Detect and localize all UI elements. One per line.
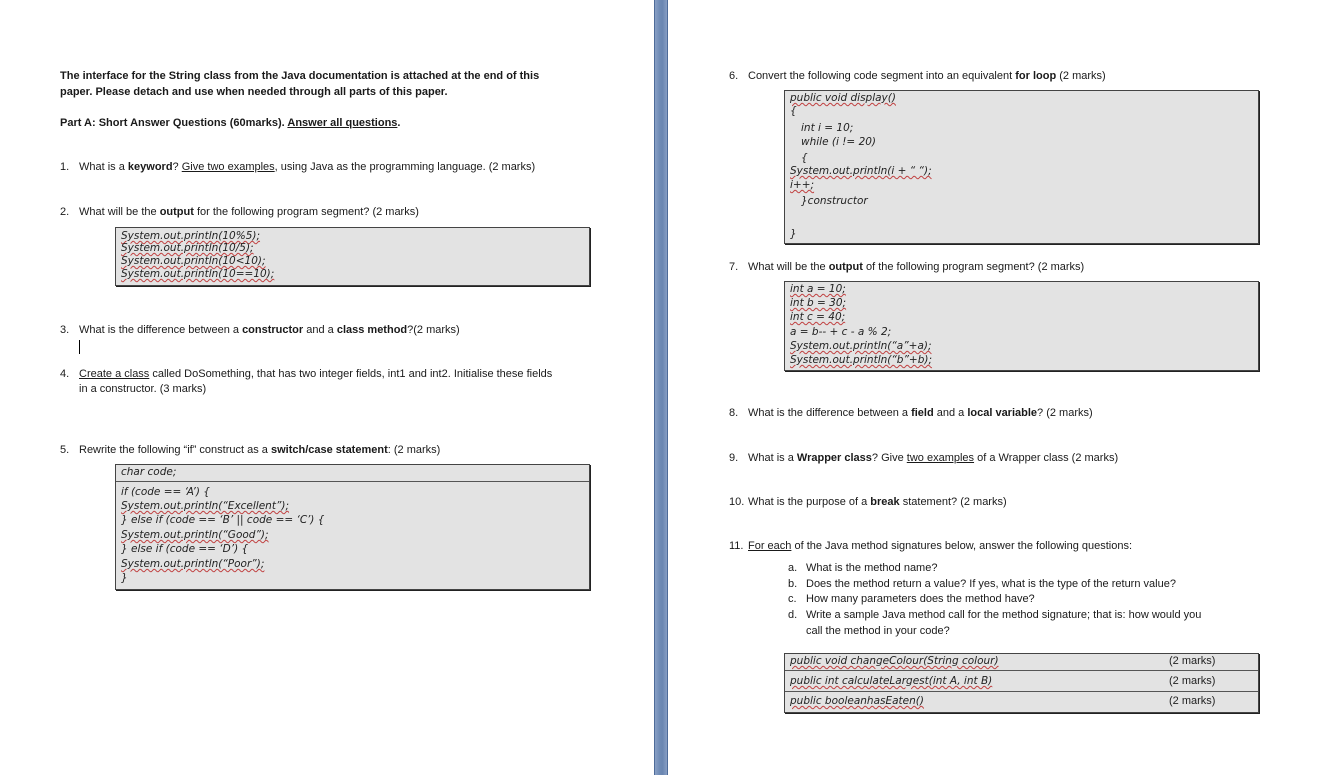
code-line — [801, 195, 868, 207]
q8-text — [748, 407, 1093, 419]
q2-code-box — [115, 227, 590, 286]
q6-number: 6. — [729, 70, 739, 82]
q9-text-a: What is a — [748, 452, 797, 464]
q11-signature-3: public booleanhasEaten() — [790, 695, 924, 707]
q8-text-d: ? (2 marks) — [1037, 407, 1093, 419]
q3-text-d: ?(2 marks) — [407, 324, 460, 336]
code-line — [121, 486, 210, 498]
q4-text — [79, 368, 552, 380]
q4-text-line2: in a constructor. (3 marks) — [79, 383, 207, 395]
q6-code-line-3: int i = 10; — [801, 122, 854, 134]
q1-keyword: keyword — [127, 161, 173, 173]
q10-text — [748, 496, 1007, 508]
signature-divider — [785, 691, 1258, 692]
q11-sub-c-letter: c. — [788, 593, 797, 605]
q7-code-line-1: int a = 10; — [790, 283, 846, 295]
q7-code-line-2: int b = 30; — [790, 297, 847, 309]
q5-code-line-8: } — [121, 572, 128, 584]
q11-sub-a-text: What is the method name? — [806, 562, 938, 574]
q11-text-a: of the Java method signatures below, answer the following questions: — [791, 540, 1133, 552]
q1-text — [79, 161, 535, 173]
code-line — [121, 514, 324, 526]
right-page — [668, 0, 1323, 775]
q9-text — [748, 452, 1118, 464]
q1-text-c: ? — [172, 161, 182, 173]
q6-code-line-2: { — [790, 105, 797, 117]
intro-line-1: The interface for the String class from the Java documentation is attached at the end of this — [60, 70, 540, 82]
code-line — [790, 165, 932, 177]
q6-code-line-4: while (i != 20) — [801, 136, 877, 148]
q10-number: 10. — [729, 496, 745, 508]
q5-code-box — [115, 464, 590, 590]
q11-sub-c-text: How many parameters does the method have? — [806, 593, 1035, 605]
q2-number: 2. — [60, 206, 70, 218]
code-line — [790, 311, 845, 323]
q5-text-a: Rewrite the following “if” construct as a — [79, 444, 271, 456]
q6-code-line-6: System.out.println(i + “ “); — [790, 165, 932, 177]
q11-sub-d-letter: d. — [788, 609, 798, 621]
code-line — [121, 255, 266, 267]
q11-sub-b-letter: b. — [788, 578, 798, 590]
q9-text-c: ? Give — [871, 452, 907, 464]
q7-code-line-3: int c = 40; — [790, 311, 846, 323]
q7-code-line-4: a = b-- + c - a % 2; — [790, 326, 892, 338]
code-line — [121, 466, 176, 478]
q1-text-d: , using Java as the programming language. (2 marks) — [274, 161, 536, 173]
q8-number: 8. — [729, 407, 739, 419]
q1-number: 1. — [60, 161, 70, 173]
code-line — [801, 122, 853, 134]
q1-text-a: What is a — [79, 161, 128, 173]
code-line — [790, 228, 797, 240]
q11-signature-2-marks: (2 marks) — [1169, 675, 1216, 687]
q11-signature-1-marks: (2 marks) — [1169, 655, 1216, 667]
q2-text — [79, 206, 419, 218]
code-line — [790, 326, 891, 338]
q11-text — [748, 540, 1132, 552]
q11-underlined: For each — [748, 540, 792, 552]
q7-code-line-5: System.out.println(“a”+a); — [790, 340, 932, 352]
code-line — [121, 500, 289, 512]
code-divider — [116, 481, 589, 482]
q11-number: 11. — [729, 540, 744, 552]
part-a-heading — [60, 117, 400, 129]
q7-output: output — [828, 261, 863, 273]
part-a-instruction: Answer all questions — [287, 117, 398, 129]
code-line — [790, 354, 932, 366]
q11-sub-d-text-line2: call the method in your code? — [806, 625, 950, 637]
code-line — [801, 136, 876, 148]
q11-sub-b-text: Does the method return a value? If yes, what is the type of the return value? — [806, 578, 1176, 590]
code-line — [801, 152, 808, 164]
q6-code-line-9: } — [790, 228, 797, 240]
q11-signature-1: public void changeColour(String colour) — [790, 655, 999, 667]
q8-text-a: What is the difference between a — [748, 407, 912, 419]
q5-code-line-6: } else if (code == ‘D’) { — [121, 543, 249, 555]
q3-number: 3. — [60, 324, 70, 336]
q11-signature-box — [784, 653, 1259, 713]
q5-code-line-7: System.out.println(“Poor”); — [121, 558, 265, 570]
code-line — [121, 242, 254, 254]
q7-code-box — [784, 281, 1259, 371]
q3-class-method: class method — [336, 324, 408, 336]
q10-text-a: What is the purpose of a — [748, 496, 871, 508]
q9-number: 9. — [729, 452, 739, 464]
left-page — [0, 0, 654, 775]
code-line — [790, 92, 896, 104]
q11-signature-3-marks: (2 marks) — [1169, 695, 1216, 707]
q9-wrapper-class: Wrapper class — [796, 452, 872, 464]
q5-code-line-4: } else if (code == ‘B’ || code == ‘C’) { — [121, 514, 325, 526]
code-line — [121, 558, 264, 570]
q4-text-a: called DoSomething, that has two integer fields, int1 and int2. Initialise these fields — [149, 368, 553, 380]
code-line — [121, 268, 274, 280]
q5-text-c: : (2 marks) — [387, 444, 441, 456]
signature-row — [790, 695, 924, 707]
q3-text — [79, 324, 460, 336]
text-cursor — [79, 340, 80, 354]
q10-break: break — [870, 496, 900, 508]
q8-text-c: and a — [933, 407, 968, 419]
q7-number: 7. — [729, 261, 739, 273]
q2-code-line-4: System.out.println(10==10); — [121, 268, 275, 280]
q5-text — [79, 444, 440, 456]
q4-underlined: Create a class — [79, 368, 150, 380]
code-line — [790, 340, 932, 352]
q11-signature-2: public int calculateLargest(int A, int B) — [790, 675, 993, 687]
q5-code-line-5: System.out.println(“Good”); — [121, 529, 269, 541]
q3-text-c: and a — [303, 324, 337, 336]
q2-code-line-3: System.out.println(10<10); — [121, 255, 266, 267]
code-line — [790, 297, 846, 309]
q4-number: 4. — [60, 368, 70, 380]
q6-code-line-5: { — [801, 152, 808, 164]
q10-text-c: statement? (2 marks) — [899, 496, 1007, 508]
code-line — [121, 529, 269, 541]
part-a-suffix: . — [397, 117, 401, 129]
signature-row — [790, 675, 992, 687]
q6-text — [748, 70, 1106, 82]
code-line — [790, 283, 846, 295]
q2-code-line-2: System.out.println(10/5); — [121, 242, 254, 254]
q6-code-line-8: }constructor — [801, 195, 868, 207]
q6-text-a: Convert the following code segment into an equivalent — [748, 70, 1016, 82]
page-gutter — [654, 0, 668, 775]
q2-text-c: for the following program segment? (2 marks) — [193, 206, 419, 218]
intro-line-2: paper. Please detach and use when needed through all parts of this paper. — [60, 86, 448, 98]
gutter-edge-left — [654, 0, 655, 775]
q5-code-line-3: System.out.println(“Excellent”); — [121, 500, 290, 512]
q9-text-d: of a Wrapper class (2 marks) — [974, 452, 1119, 464]
q7-code-line-6: System.out.println(“b”+b); — [790, 354, 933, 366]
signature-row — [790, 655, 999, 667]
q5-switch-case: switch/case statement — [270, 444, 388, 456]
signature-divider — [785, 670, 1258, 671]
q7-text — [748, 261, 1084, 273]
q6-for-loop: for loop — [1015, 70, 1057, 82]
q8-local-variable: local variable — [967, 407, 1038, 419]
q11-sub-a-letter: a. — [788, 562, 798, 574]
code-line — [121, 230, 260, 242]
code-line — [790, 179, 814, 191]
q1-underlined: Give two examples — [181, 161, 275, 173]
part-a-prefix: Part A: Short Answer Questions (60marks). — [60, 117, 288, 129]
q5-code-line-2: if (code == ‘A’) { — [121, 486, 210, 498]
q5-number: 5. — [60, 444, 70, 456]
q3-text-a: What is the difference between a — [79, 324, 243, 336]
q6-code-line-1: public void display() — [790, 92, 896, 104]
q5-code-line-1: char code; — [121, 466, 177, 478]
code-line — [121, 572, 128, 584]
code-line — [790, 105, 797, 117]
q6-code-line-7: i++; — [790, 179, 815, 191]
q2-text-a: What will be the — [79, 206, 160, 218]
q6-code-box — [784, 90, 1259, 244]
q6-text-c: (2 marks) — [1056, 70, 1106, 82]
q2-output: output — [159, 206, 194, 218]
q8-field: field — [911, 407, 934, 419]
q7-text-c: of the following program segment? (2 marks) — [862, 261, 1085, 273]
q7-text-a: What will be the — [748, 261, 829, 273]
q3-constructor: constructor — [242, 324, 304, 336]
q9-underlined: two examples — [906, 452, 975, 464]
q11-sub-d-text: Write a sample Java method call for the method signature; that is: how would you — [806, 609, 1202, 621]
code-line — [121, 543, 248, 555]
q2-code-line-1: System.out.println(10%5); — [121, 230, 261, 242]
